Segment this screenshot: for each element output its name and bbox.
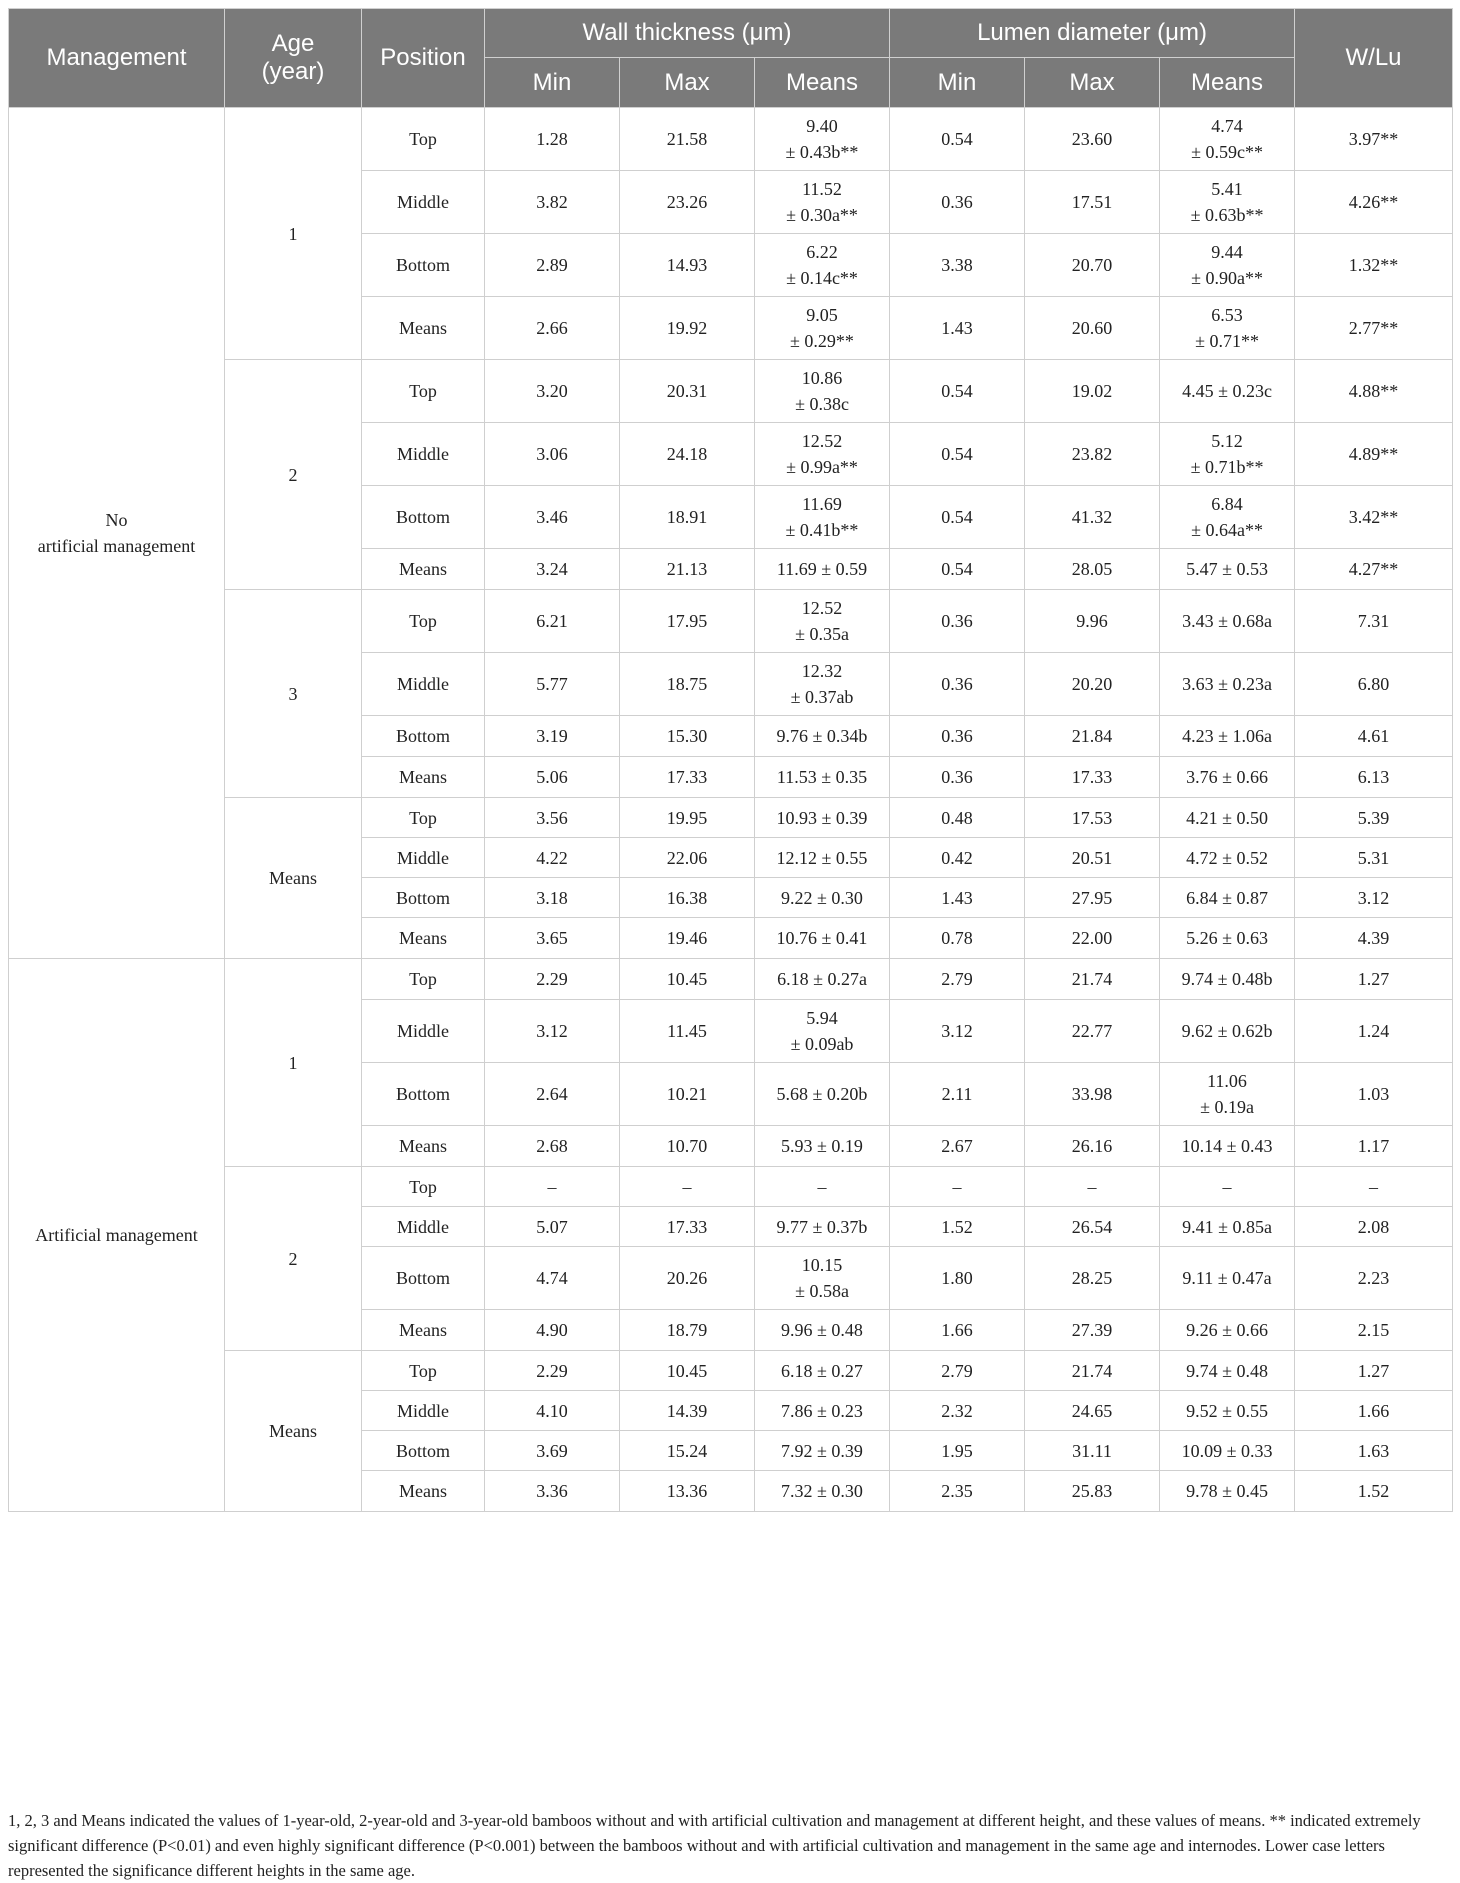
cell-wt-min: 3.69 (485, 1431, 620, 1471)
cell-wt-means: 10.86 ± 0.38c (755, 360, 890, 423)
cell-wlu: 5.31 (1295, 838, 1453, 878)
cell-wt-means: 7.32 ± 0.30 (755, 1471, 890, 1512)
cell-ld-max: 21.74 (1025, 959, 1160, 1000)
cell-wt-means: 7.92 ± 0.39 (755, 1431, 890, 1471)
table-row (9, 959, 1453, 1000)
cell-wt-means: 12.52 ± 0.99a** (755, 423, 890, 486)
cell-ld-means: 4.72 ± 0.52 (1160, 838, 1295, 878)
cell-ld-means: 9.44 ± 0.90a** (1160, 234, 1295, 297)
cell-wlu: 6.13 (1295, 757, 1453, 798)
cell-position: Means (362, 1310, 485, 1351)
cell-ld-min: 1.95 (890, 1431, 1025, 1471)
cell-position: Middle (362, 1207, 485, 1247)
cell-wt-means: 11.53 ± 0.35 (755, 757, 890, 798)
cell-position: Middle (362, 171, 485, 234)
cell-ld-max: 17.33 (1025, 757, 1160, 798)
cell-wlu: 3.12 (1295, 878, 1453, 918)
cell-wt-means: 12.32 ± 0.37ab (755, 653, 890, 716)
cell-wt-min: 1.28 (485, 108, 620, 171)
cell-ld-min: 0.36 (890, 653, 1025, 716)
cell-ld-min: 2.35 (890, 1471, 1025, 1512)
cell-wt-max: 23.26 (620, 171, 755, 234)
cell-wlu: 4.39 (1295, 918, 1453, 959)
cell-position: Means (362, 757, 485, 798)
cell-wt-max: 15.30 (620, 716, 755, 757)
table-row (9, 1167, 1453, 1207)
cell-ld-means: 4.21 ± 0.50 (1160, 798, 1295, 838)
cell-wt-max: 17.33 (620, 757, 755, 798)
cell-ld-max: 20.60 (1025, 297, 1160, 360)
cell-position: Means (362, 1126, 485, 1167)
header-wall-thickness: Wall thickness (μm) (485, 9, 890, 58)
cell-position: Top (362, 590, 485, 653)
cell-wt-min: 3.56 (485, 798, 620, 838)
cell-age: 2 (225, 1167, 362, 1351)
cell-wt-means: 6.18 ± 0.27 (755, 1351, 890, 1391)
cell-wlu: 1.32** (1295, 234, 1453, 297)
cell-position: Bottom (362, 1063, 485, 1126)
cell-ld-means: 5.41 ± 0.63b** (1160, 171, 1295, 234)
cell-wt-max: 10.45 (620, 959, 755, 1000)
cell-wlu: 1.24 (1295, 1000, 1453, 1063)
cell-wt-max: 14.93 (620, 234, 755, 297)
cell-wt-min: 5.77 (485, 653, 620, 716)
cell-ld-max: 20.20 (1025, 653, 1160, 716)
table-row (9, 798, 1453, 838)
cell-age: Means (225, 798, 362, 959)
header-age: Age (year) (225, 9, 362, 108)
cell-wt-max: 21.13 (620, 549, 755, 590)
cell-wt-means: 5.68 ± 0.20b (755, 1063, 890, 1126)
cell-wt-min: 2.29 (485, 1351, 620, 1391)
cell-ld-max: 22.00 (1025, 918, 1160, 959)
cell-ld-means: 11.06 ± 0.19a (1160, 1063, 1295, 1126)
cell-ld-min: 0.48 (890, 798, 1025, 838)
table-row (9, 590, 1453, 653)
cell-position: Bottom (362, 234, 485, 297)
cell-ld-max: 23.60 (1025, 108, 1160, 171)
cell-ld-min: 0.42 (890, 838, 1025, 878)
cell-ld-means: 4.23 ± 1.06a (1160, 716, 1295, 757)
cell-wt-means: 5.93 ± 0.19 (755, 1126, 890, 1167)
cell-ld-max: 27.95 (1025, 878, 1160, 918)
cell-wlu: 1.63 (1295, 1431, 1453, 1471)
cell-wlu: 4.88** (1295, 360, 1453, 423)
cell-management: No artificial management (9, 108, 225, 959)
cell-ld-max: 26.16 (1025, 1126, 1160, 1167)
cell-ld-min: 0.36 (890, 716, 1025, 757)
cell-position: Top (362, 798, 485, 838)
cell-age: 1 (225, 959, 362, 1167)
cell-position: Means (362, 549, 485, 590)
header-wt-means: Means (755, 58, 890, 108)
cell-ld-max: 25.83 (1025, 1471, 1160, 1512)
cell-wt-means: 9.40 ± 0.43b** (755, 108, 890, 171)
cell-wt-min: – (485, 1167, 620, 1207)
cell-position: Top (362, 1167, 485, 1207)
cell-ld-min: 1.52 (890, 1207, 1025, 1247)
cell-ld-max: 23.82 (1025, 423, 1160, 486)
cell-wt-min: 4.10 (485, 1391, 620, 1431)
cell-wt-max: 10.45 (620, 1351, 755, 1391)
cell-wt-means: 10.15 ± 0.58a (755, 1247, 890, 1310)
cell-ld-min: 1.43 (890, 297, 1025, 360)
cell-wlu: 2.08 (1295, 1207, 1453, 1247)
cell-wt-max: 18.91 (620, 486, 755, 549)
cell-wt-min: 3.19 (485, 716, 620, 757)
cell-wt-min: 2.68 (485, 1126, 620, 1167)
header-management: Management (9, 9, 225, 108)
cell-wt-means: 9.76 ± 0.34b (755, 716, 890, 757)
header-ld-means: Means (1160, 58, 1295, 108)
cell-ld-means: 9.11 ± 0.47a (1160, 1247, 1295, 1310)
header-ld-max: Max (1025, 58, 1160, 108)
cell-ld-min: 1.80 (890, 1247, 1025, 1310)
cell-ld-min: 0.54 (890, 108, 1025, 171)
cell-wlu: 1.52 (1295, 1471, 1453, 1512)
cell-wlu: 1.66 (1295, 1391, 1453, 1431)
cell-wlu: 1.03 (1295, 1063, 1453, 1126)
cell-ld-means: 5.47 ± 0.53 (1160, 549, 1295, 590)
cell-ld-min: 0.36 (890, 757, 1025, 798)
cell-wt-means: 11.52 ± 0.30a** (755, 171, 890, 234)
cell-wt-min: 4.90 (485, 1310, 620, 1351)
cell-ld-max: 20.51 (1025, 838, 1160, 878)
cell-ld-max: 21.74 (1025, 1351, 1160, 1391)
cell-ld-max: 27.39 (1025, 1310, 1160, 1351)
cell-ld-means: 9.41 ± 0.85a (1160, 1207, 1295, 1247)
cell-ld-max: 19.02 (1025, 360, 1160, 423)
cell-ld-min: 3.12 (890, 1000, 1025, 1063)
cell-wt-max: 17.95 (620, 590, 755, 653)
cell-wt-means: 11.69 ± 0.59 (755, 549, 890, 590)
cell-position: Middle (362, 1391, 485, 1431)
cell-wlu: 1.27 (1295, 1351, 1453, 1391)
cell-wlu: 4.61 (1295, 716, 1453, 757)
cell-wt-min: 3.18 (485, 878, 620, 918)
cell-position: Bottom (362, 716, 485, 757)
cell-wlu: 3.97** (1295, 108, 1453, 171)
cell-wt-min: 3.20 (485, 360, 620, 423)
cell-wt-min: 2.89 (485, 234, 620, 297)
header-lumen-diameter: Lumen diameter (μm) (890, 9, 1295, 58)
cell-position: Middle (362, 423, 485, 486)
cell-ld-min: 2.32 (890, 1391, 1025, 1431)
cell-ld-means: 6.84 ± 0.64a** (1160, 486, 1295, 549)
header-wlu: W/Lu (1295, 9, 1453, 108)
cell-ld-means: 10.14 ± 0.43 (1160, 1126, 1295, 1167)
cell-ld-means: 3.43 ± 0.68a (1160, 590, 1295, 653)
header-wt-max: Max (620, 58, 755, 108)
cell-wt-means: 10.93 ± 0.39 (755, 798, 890, 838)
cell-wt-max: 20.26 (620, 1247, 755, 1310)
cell-ld-means: 3.76 ± 0.66 (1160, 757, 1295, 798)
cell-ld-means: 9.78 ± 0.45 (1160, 1471, 1295, 1512)
cell-wt-max: 24.18 (620, 423, 755, 486)
table-footnote: 1, 2, 3 and Means indicated the values of 1-year-old, 2-year-old and 3-year-old bamboos without and with artificial cultivation and management at different height, and these values of means. ** indicated extremely significant difference (P<0.01) and even highly significant difference (P<0.001) between the bamboos without and with artificial cultivation and management in the same age and internodes. Lower case letters represented the significance different heights in the same age. (8, 1811, 1421, 1880)
cell-age: 2 (225, 360, 362, 590)
cell-ld-max: 31.11 (1025, 1431, 1160, 1471)
cell-wlu: 7.31 (1295, 590, 1453, 653)
cell-ld-means: – (1160, 1167, 1295, 1207)
table-row (9, 108, 1453, 171)
cell-wt-means: 9.05 ± 0.29** (755, 297, 890, 360)
cell-wt-means: 10.76 ± 0.41 (755, 918, 890, 959)
cell-wlu: 2.23 (1295, 1247, 1453, 1310)
cell-wt-min: 3.82 (485, 171, 620, 234)
cell-ld-min: 1.43 (890, 878, 1025, 918)
cell-wt-means: 6.22 ± 0.14c** (755, 234, 890, 297)
cell-ld-means: 5.12 ± 0.71b** (1160, 423, 1295, 486)
cell-ld-means: 4.45 ± 0.23c (1160, 360, 1295, 423)
cell-position: Top (362, 1351, 485, 1391)
cell-wt-min: 3.12 (485, 1000, 620, 1063)
table-container (8, 8, 1452, 1512)
cell-wlu: 4.27** (1295, 549, 1453, 590)
cell-ld-min: 0.54 (890, 423, 1025, 486)
cell-wt-max: 13.36 (620, 1471, 755, 1512)
table-row (9, 360, 1453, 423)
cell-wt-min: 5.07 (485, 1207, 620, 1247)
cell-ld-min: 3.38 (890, 234, 1025, 297)
cell-ld-max: – (1025, 1167, 1160, 1207)
cell-ld-means: 6.84 ± 0.87 (1160, 878, 1295, 918)
cell-wlu: 2.77** (1295, 297, 1453, 360)
cell-ld-means: 9.74 ± 0.48b (1160, 959, 1295, 1000)
cell-ld-max: 24.65 (1025, 1391, 1160, 1431)
cell-ld-max: 33.98 (1025, 1063, 1160, 1126)
cell-ld-max: 17.51 (1025, 171, 1160, 234)
cell-wt-min: 3.65 (485, 918, 620, 959)
cell-wt-max: – (620, 1167, 755, 1207)
cell-wt-means: 9.77 ± 0.37b (755, 1207, 890, 1247)
cell-ld-means: 9.74 ± 0.48 (1160, 1351, 1295, 1391)
cell-position: Means (362, 297, 485, 360)
cell-ld-means: 6.53 ± 0.71** (1160, 297, 1295, 360)
cell-position: Bottom (362, 1247, 485, 1310)
table-header (9, 9, 1453, 108)
cell-ld-max: 9.96 (1025, 590, 1160, 653)
cell-ld-min: 0.54 (890, 360, 1025, 423)
cell-wt-min: 4.22 (485, 838, 620, 878)
cell-age: Means (225, 1351, 362, 1512)
cell-wt-means: 12.12 ± 0.55 (755, 838, 890, 878)
cell-ld-min: 0.36 (890, 171, 1025, 234)
cell-wt-max: 22.06 (620, 838, 755, 878)
cell-wlu: 4.26** (1295, 171, 1453, 234)
cell-wt-min: 4.74 (485, 1247, 620, 1310)
cell-wt-max: 19.95 (620, 798, 755, 838)
cell-ld-means: 9.26 ± 0.66 (1160, 1310, 1295, 1351)
cell-wt-max: 16.38 (620, 878, 755, 918)
cell-position: Middle (362, 1000, 485, 1063)
cell-ld-min: 2.67 (890, 1126, 1025, 1167)
cell-wlu: – (1295, 1167, 1453, 1207)
cell-position: Bottom (362, 486, 485, 549)
cell-ld-min: 0.54 (890, 486, 1025, 549)
header-ld-min: Min (890, 58, 1025, 108)
cell-wt-max: 15.24 (620, 1431, 755, 1471)
cell-ld-means: 9.62 ± 0.62b (1160, 1000, 1295, 1063)
cell-wt-min: 2.64 (485, 1063, 620, 1126)
cell-position: Top (362, 959, 485, 1000)
cell-position: Middle (362, 653, 485, 716)
cell-wt-max: 19.46 (620, 918, 755, 959)
cell-ld-max: 26.54 (1025, 1207, 1160, 1247)
table-body (9, 108, 1453, 1512)
cell-position: Middle (362, 838, 485, 878)
cell-wt-min: 2.66 (485, 297, 620, 360)
cell-wlu: 2.15 (1295, 1310, 1453, 1351)
cell-wt-min: 2.29 (485, 959, 620, 1000)
cell-ld-min: 1.66 (890, 1310, 1025, 1351)
cell-ld-max: 28.05 (1025, 549, 1160, 590)
cell-wt-max: 21.58 (620, 108, 755, 171)
cell-wt-max: 10.70 (620, 1126, 755, 1167)
cell-ld-min: 0.78 (890, 918, 1025, 959)
cell-ld-min: 0.36 (890, 590, 1025, 653)
cell-wt-max: 18.75 (620, 653, 755, 716)
cell-wt-min: 3.36 (485, 1471, 620, 1512)
cell-wt-means: 12.52 ± 0.35a (755, 590, 890, 653)
cell-wlu: 6.80 (1295, 653, 1453, 716)
cell-ld-means: 5.26 ± 0.63 (1160, 918, 1295, 959)
cell-wt-max: 18.79 (620, 1310, 755, 1351)
cell-wt-min: 3.06 (485, 423, 620, 486)
cell-wlu: 5.39 (1295, 798, 1453, 838)
cell-ld-min: – (890, 1167, 1025, 1207)
cell-ld-max: 20.70 (1025, 234, 1160, 297)
cell-wt-max: 10.21 (620, 1063, 755, 1126)
cell-wt-max: 14.39 (620, 1391, 755, 1431)
cell-wt-min: 3.24 (485, 549, 620, 590)
cell-ld-max: 17.53 (1025, 798, 1160, 838)
cell-wlu: 1.17 (1295, 1126, 1453, 1167)
cell-wt-means: 9.96 ± 0.48 (755, 1310, 890, 1351)
cell-ld-min: 2.11 (890, 1063, 1025, 1126)
cell-ld-means: 3.63 ± 0.23a (1160, 653, 1295, 716)
cell-wlu: 1.27 (1295, 959, 1453, 1000)
cell-ld-max: 22.77 (1025, 1000, 1160, 1063)
cell-wt-min: 6.21 (485, 590, 620, 653)
wall-lumen-table (8, 8, 1453, 1512)
table-row (9, 1351, 1453, 1391)
cell-wlu: 4.89** (1295, 423, 1453, 486)
header-position: Position (362, 9, 485, 108)
cell-wt-max: 17.33 (620, 1207, 755, 1247)
cell-management: Artificial management (9, 959, 225, 1512)
cell-position: Bottom (362, 1431, 485, 1471)
cell-position: Top (362, 360, 485, 423)
cell-wt-max: 11.45 (620, 1000, 755, 1063)
cell-ld-means: 9.52 ± 0.55 (1160, 1391, 1295, 1431)
cell-wt-means: 5.94 ± 0.09ab (755, 1000, 890, 1063)
cell-wt-min: 3.46 (485, 486, 620, 549)
header-wt-min: Min (485, 58, 620, 108)
cell-ld-means: 10.09 ± 0.33 (1160, 1431, 1295, 1471)
cell-wlu: 3.42** (1295, 486, 1453, 549)
cell-wt-means: 9.22 ± 0.30 (755, 878, 890, 918)
cell-wt-max: 19.92 (620, 297, 755, 360)
cell-ld-max: 21.84 (1025, 716, 1160, 757)
cell-ld-min: 0.54 (890, 549, 1025, 590)
cell-ld-max: 41.32 (1025, 486, 1160, 549)
cell-ld-means: 4.74 ± 0.59c** (1160, 108, 1295, 171)
cell-age: 1 (225, 108, 362, 360)
cell-wt-min: 5.06 (485, 757, 620, 798)
cell-position: Means (362, 918, 485, 959)
cell-wt-max: 20.31 (620, 360, 755, 423)
cell-ld-min: 2.79 (890, 959, 1025, 1000)
cell-wt-means: – (755, 1167, 890, 1207)
cell-wt-means: 6.18 ± 0.27a (755, 959, 890, 1000)
cell-age: 3 (225, 590, 362, 798)
cell-position: Top (362, 108, 485, 171)
cell-ld-max: 28.25 (1025, 1247, 1160, 1310)
cell-position: Bottom (362, 878, 485, 918)
cell-wt-means: 11.69 ± 0.41b** (755, 486, 890, 549)
cell-wt-means: 7.86 ± 0.23 (755, 1391, 890, 1431)
cell-position: Means (362, 1471, 485, 1512)
cell-ld-min: 2.79 (890, 1351, 1025, 1391)
